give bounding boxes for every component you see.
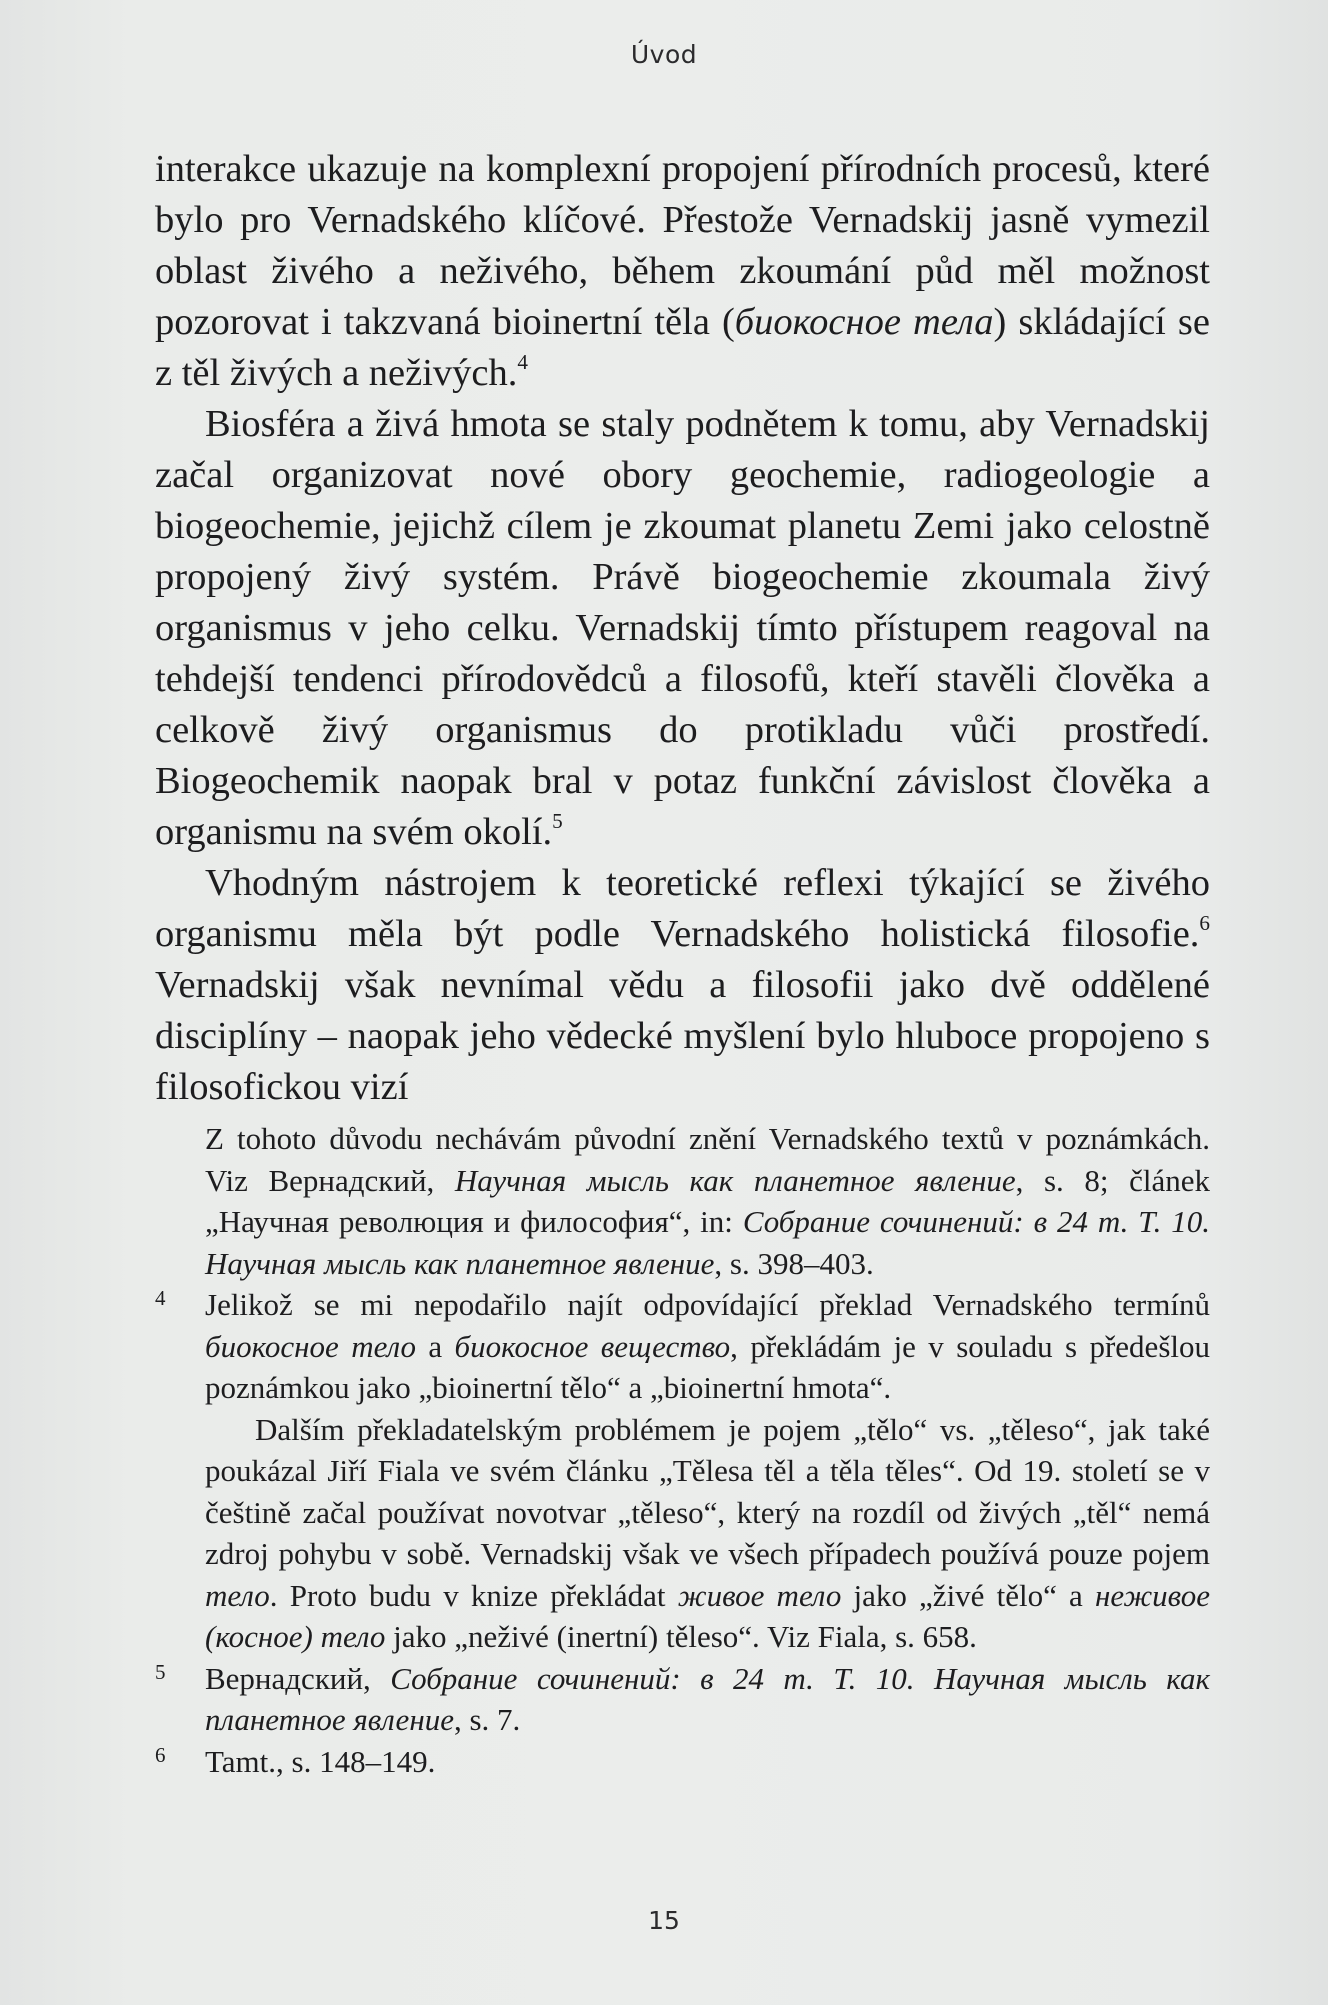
footnote-text	[205, 1118, 1210, 1284]
footnote-ref-4: 4	[517, 350, 528, 375]
text-run: interakce ukazuje na komplexní propojení přírodních procesů, které bylo pro Vernadského klíčové. Přestože Vernadskij jasně vymezil oblast živého a neživého, během zkoumání půd měl možnost pozorovat i takzvaná bioinertní těla (	[155, 148, 1210, 343]
footnote-text	[205, 1284, 1210, 1409]
paragraph-3	[155, 858, 1210, 1113]
paragraph-2	[155, 399, 1210, 858]
italic-term: живое тело	[677, 1577, 842, 1613]
footnote-5	[155, 1658, 1210, 1741]
footnote-4	[155, 1284, 1210, 1658]
main-text	[155, 144, 1210, 1113]
text-run: , s. 398–403.	[714, 1245, 874, 1281]
footnotes	[155, 1118, 1210, 1782]
italic-title: Научная мысль как планетное явление	[454, 1162, 1016, 1198]
footnote-ref-6: 6	[1199, 911, 1210, 936]
footnote-continuation	[155, 1118, 1210, 1284]
text-run: Dalším překladatelským problémem je pojem „tělo“ vs. „těleso“, jak také poukázal Jiří Fiala ve svém článku „Tělesa těl a těla těles“. Od 19. století se v češtině začal používat novotvar „těleso“, který na rozdíl od živých „těl“ nemá zdroj pohybu v sobě. Vernadskij však ve všech případech používá pouze pojem	[205, 1411, 1210, 1571]
italic-term: биокосное вещество	[454, 1328, 731, 1364]
text-run: Biosféra a živá hmota se staly podnětem k tomu, aby Vernadskij začal organizovat nové obory geochemie, radiogeologie a biogeochemie, jejichž cílem je zkoumat planetu Zemi jako celostně propojený živý systém. Právě biogeochemie zkoumala živý organismus v jeho celku. Vernadskij tímto přístupem reagoval na tehdejší tendenci přírodovědců a filosofů, kteří stavěli člověka a celkově živý organismus do protikladu vůči prostředí. Biogeochemik naopak bral v potaz funkční závislost člověka a organismu na svém okolí.	[155, 403, 1210, 853]
text-run: , s. 7.	[453, 1702, 521, 1737]
italic-term: неживое (косное) тело	[205, 1577, 1210, 1654]
italic-term: тело	[205, 1577, 270, 1613]
text-run: , překládám je v souladu s předešlou poznámkou jako „bioinertní tělo“ a „bioinertní hmota“.	[205, 1328, 1210, 1405]
footnote-number: 4	[155, 1286, 166, 1310]
page-number: 15	[648, 1906, 680, 1935]
italic-title: Собрание сочинений: в 24 т. Т. 10. Научная мысль как планетное явление	[205, 1204, 1210, 1281]
paragraph-1	[155, 144, 1210, 399]
text-run: , s. 8; článek „Научная революция и философия“, in:	[205, 1162, 1210, 1239]
text-run: Jelikož se mi nepodařilo najít odpovídající překlad Vernadského termínů	[205, 1287, 1210, 1322]
text-run: . Proto budu v knize překládat	[269, 1577, 678, 1613]
footnote-text	[205, 1741, 1210, 1783]
footnote-number: 5	[155, 1659, 166, 1684]
footnote-6	[155, 1741, 1210, 1783]
text-run: Tamt., s. 148–149.	[205, 1743, 436, 1779]
footnote-text	[205, 1409, 1210, 1658]
text-run: Z tohoto důvodu nechávám původní znění Vernadského textů v poznámkách. Viz Вернадский,	[205, 1121, 1210, 1198]
footnote-number: 6	[155, 1742, 166, 1767]
text-run: jako „neživé (inertní) těleso“. Viz Fiala, s. 658.	[385, 1619, 977, 1654]
text-run: Вернадский,	[205, 1660, 391, 1696]
text-run: Vernadskij však nevnímal vědu a filosofii jako dvě oddělené disciplíny – naopak jeho vědecké myšlení bylo hluboce propojeno s filosofickou vizí	[155, 964, 1210, 1108]
italic-term: биокосное тело	[205, 1328, 416, 1364]
text-run: jako „živé tělo“ a	[841, 1577, 1095, 1613]
italic-term: биокосное тела	[734, 301, 994, 343]
text-run: Vhodným nástrojem k teoretické reflexi týkající se živého organismu měla být podle Vernadského holistická filosofie.	[155, 862, 1210, 955]
footnote-ref-5: 5	[552, 809, 563, 834]
text-run: a	[415, 1328, 455, 1364]
text-run: ) skládající se z těl živých a neživých.	[155, 301, 1210, 394]
italic-title: Собрание сочинений: в 24 т. Т. 10. Научная мысль как планетное явление	[205, 1660, 1210, 1737]
running-head: Úvod	[630, 40, 698, 69]
footnote-text	[205, 1658, 1210, 1741]
